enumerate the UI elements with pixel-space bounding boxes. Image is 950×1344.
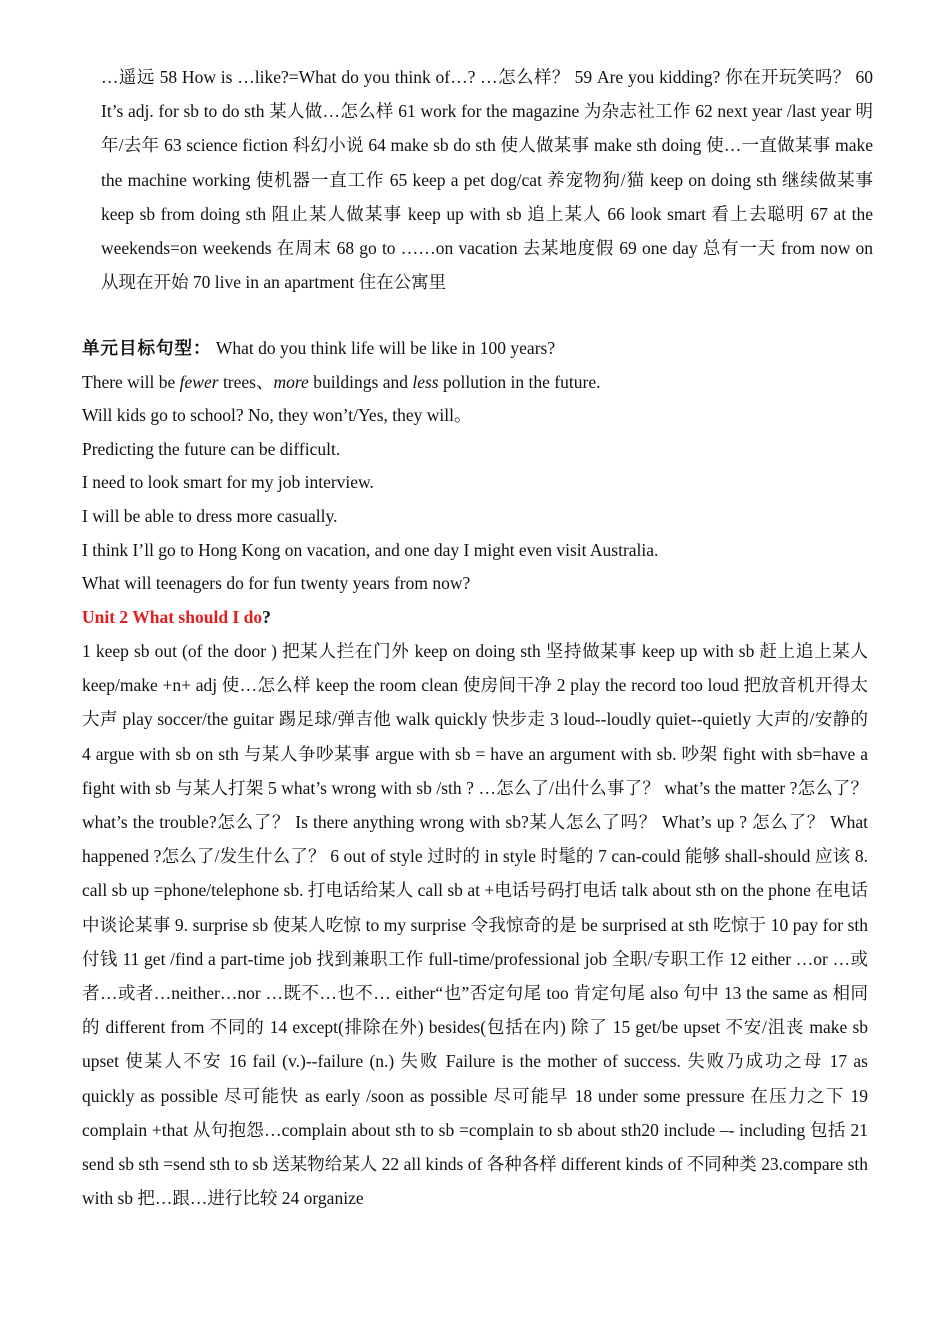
target-sentences-first-line <box>82 332 872 366</box>
emphasis-less: less <box>412 371 439 392</box>
vocab-continuation-paragraph: …遥远 58 How is …like?=What do you think of…? …怎么样？ 59 Are you kidding? 你在开玩笑吗？ 60 It’s adj. for sb to do sth 某人做…怎么样 61 work for the magazine 为杂志社工作 62 next year /last year 明年/去年 63 science fiction 科幻小说 64 make sb do sth 使人做某事 make sth doing 使…一直做某事 make the machine working 使机器一直工作 65 keep a pet dog/cat 养宠物狗/猫 keep on doing sth 继续做某事 keep sb from doing sth 阻止某人做某事 keep up with sb 追上某人 66 look smart 看上去聪明 67 at the weekends=on weekends 在周末 68 go to ……on vacation 去某地度假 69 one day 总有一天 from now on 从现在开始 70 live in an apartment 住在公寓里 <box>101 67 873 293</box>
target-sentence-6: I will be able to dress more casually. <box>82 505 338 526</box>
target-sentence-8: What will teenagers do for fun twenty years from now? <box>82 573 471 594</box>
emphasis-more: more <box>273 371 309 392</box>
target-sentences-section <box>82 332 872 601</box>
unit-2-heading-text: Unit 2 What should I do <box>82 607 263 627</box>
target-sentence-5: I need to look smart for my job interview. <box>82 472 374 493</box>
unit-2-heading-question-mark: ? <box>262 607 271 627</box>
unit-2-heading <box>82 602 271 632</box>
emphasis-fewer: fewer <box>179 371 219 392</box>
target-sentence-1: What do you think life will be like in 100 years? <box>215 338 556 358</box>
unit-2-vocab-paragraph: 1 keep sb out (of the door ) 把某人拦在门外 keep on doing sth 坚持做某事 keep up with sb 赶上追上某人 keep/make +n+ adj 使…怎么样 keep the room clean 使房间干净 2 play the record too loud 把放音机开得太大声 play soccer/the guitar 踢足球/弹吉他 walk quickly 快步走 3 loud--loudly quiet--quietly 大声的/安静的 4 argue with sb on sth 与某人争吵某事 argue with sb = have an argument with sb. 吵架 fight with sb=have a fight with sb 与某人打架 5 what’s wrong with sb /sth ? …怎么了/出什么事了？ what’s the matter ?怎么了？ what’s the trouble?怎么了？ Is there anything wrong with sb?某人怎么了吗？ What’s up ? 怎么了？ What happened ?怎么了/发生什么了？ 6 out of style 过时的 in style 时髦的 7 can-could 能够 shall-should 应该 8. call sb up =phone/telephone sb. 打电话给某人 call sb at +电话号码打电话 talk about sth on the phone 在电话中谈论某事 9. surprise sb 使某人吃惊 to my surprise 令我惊奇的是 be surprised at sth 吃惊于 10 pay for sth 付钱 11 get /find a part-time job 找到兼职工作 full-time/professional job 全职/专职工作 12 either …or …或者…或者…neither…nor …既不…也不… either“也”否定句尾 too 肯定句尾 also 句中 13 the same as 相同的 different from 不同的 14 except(排除在外) besides(包括在内) 除了 15 get/be upset 不安/沮丧 make sb upset 使某人不安 16 fail (v.)--failure (n.) 失败 Failure is the mother of success. 失败乃成功之母 17 as quickly as possible 尽可能快 as early /soon as possible 尽可能早 18 under some pressure 在压力之下 19 complain +that 从句抱怨…complain about sth to sb =complain to sb about sth20 include –- including 包括 21 send sb sth =send sth to sb 送某物给某人 22 all kinds of 各种各样 different kinds of 不同种类 23.compare sth with sb 把…跟…进行比较 24 organize <box>82 641 868 1209</box>
target-sentence-7: I think I’ll go to Hong Kong on vacation, and one day I might even visit Australia. <box>82 539 659 560</box>
target-sentence-4: Predicting the future can be difficult. <box>82 438 341 459</box>
target-sentence-3: Will kids go to school? No, they won’t/Yes, they will。 <box>82 405 472 426</box>
target-sentence-2: There will be fewer trees、more buildings and less pollution in the future. <box>82 371 601 392</box>
target-sentences-label: 单元目标句型： <box>82 338 212 358</box>
